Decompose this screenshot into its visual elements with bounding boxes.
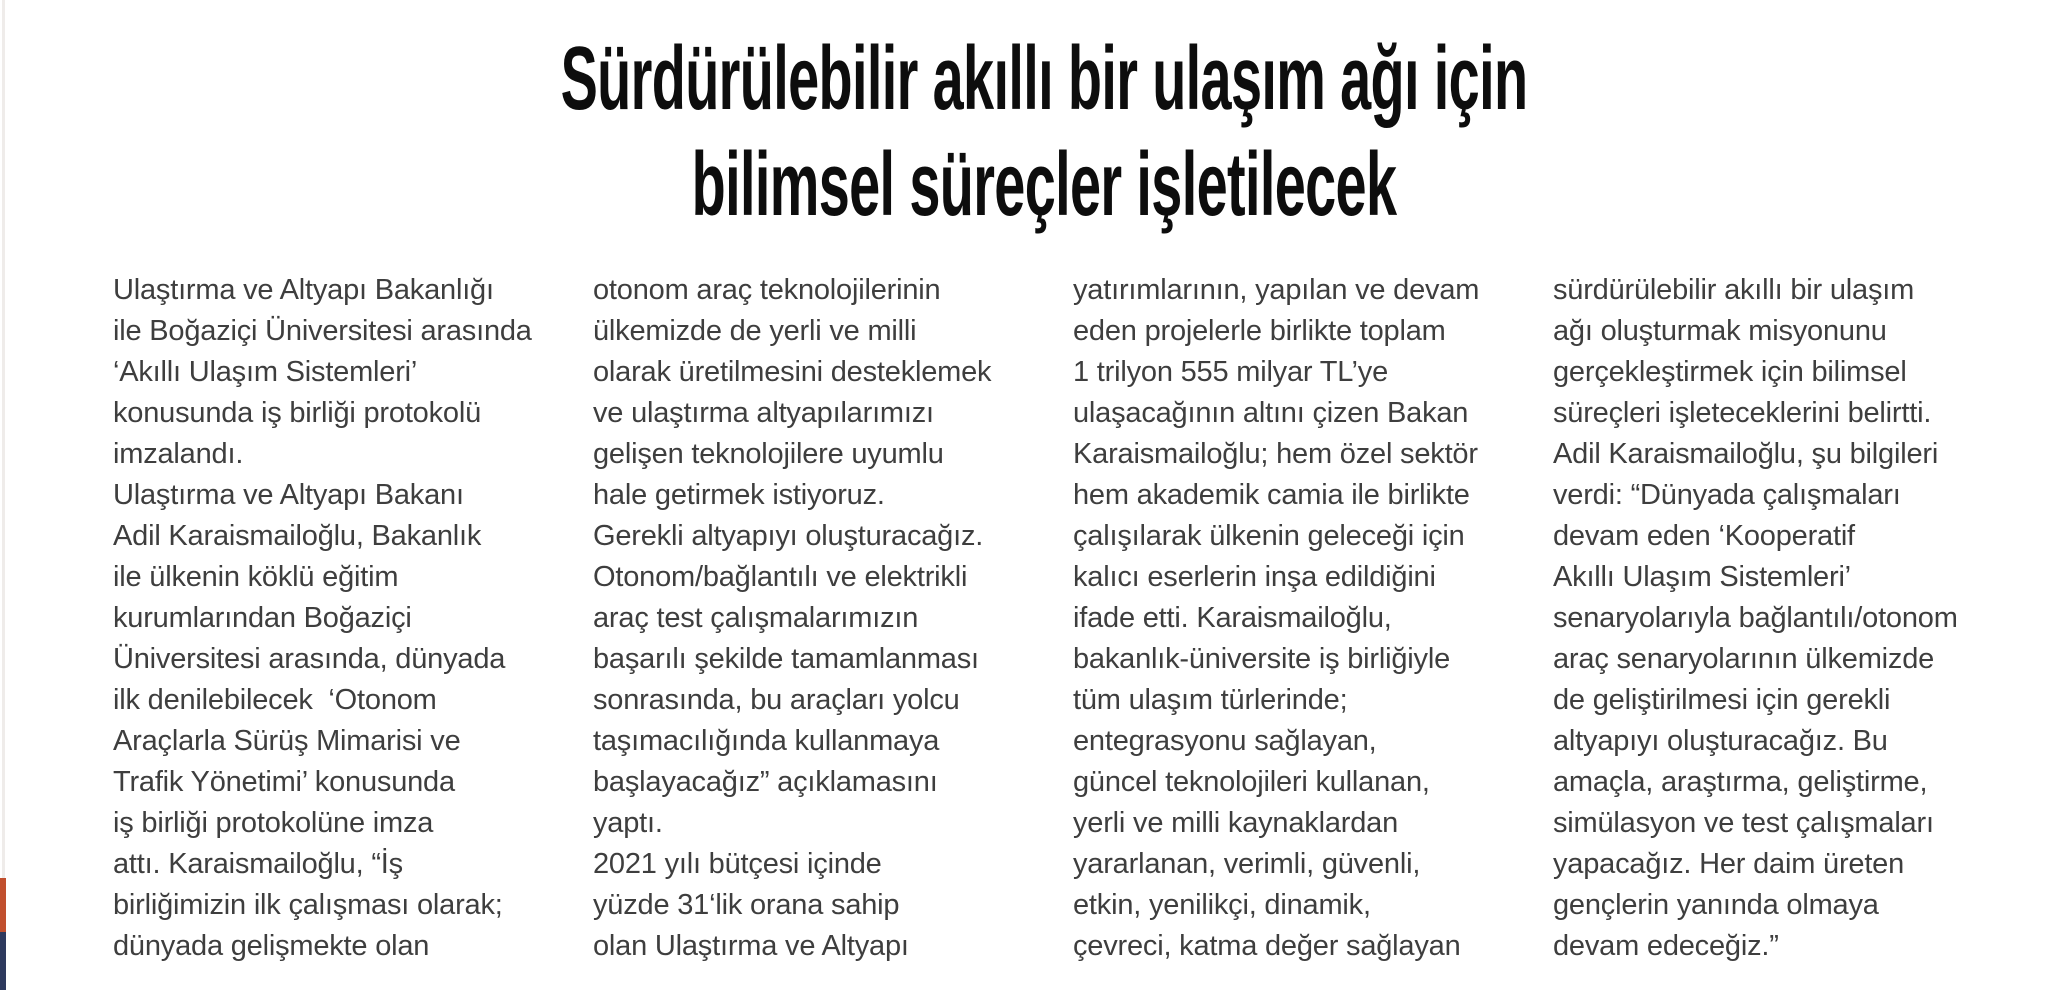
text-line: ağı oluşturmak misyonunu bbox=[1553, 315, 1887, 347]
text-line: taşımacılığında kullanmaya bbox=[593, 725, 940, 757]
article-column-2 bbox=[593, 270, 1043, 967]
text-line: senaryolarıyla bağlantılı/otonom bbox=[1553, 602, 1958, 634]
text-line: araç senaryolarının ülkemizde bbox=[1553, 643, 1935, 675]
text-line: Trafik Yönetimi’ konusunda bbox=[113, 766, 455, 798]
text-line: otonom araç teknolojilerinin bbox=[593, 274, 941, 306]
headline-line-2: bilimsel süreçler işletilecek bbox=[691, 135, 1397, 235]
text-line: bakanlık-üniversite iş birliğiyle bbox=[1073, 643, 1450, 675]
text-line: Üniversitesi arasında, dünyada bbox=[113, 643, 506, 675]
text-line: etkin, yenilikçi, dinamik, bbox=[1073, 889, 1371, 921]
accent-bar bbox=[0, 878, 6, 990]
text-line: araç test çalışmalarımızın bbox=[593, 602, 919, 634]
text-line: Ulaştırma ve Altyapı Bakanı bbox=[113, 479, 464, 511]
text-line: kalıcı eserlerin inşa edildiğini bbox=[1073, 561, 1436, 593]
text-line: yapacağız. Her daim üreten bbox=[1553, 848, 1905, 880]
article-body bbox=[113, 270, 2003, 967]
text-line: 1 trilyon 555 milyar TL’ye bbox=[1073, 356, 1389, 388]
text-line: Ulaştırma ve Altyapı Bakanlığı bbox=[113, 274, 494, 306]
article-column-3 bbox=[1073, 270, 1523, 967]
text-line: eden projelerle birlikte toplam bbox=[1073, 315, 1446, 347]
text-line: attı. Karaismailoğlu, “İş bbox=[113, 848, 403, 880]
text-line: ile Boğaziçi Üniversitesi arasında bbox=[113, 315, 532, 347]
text-line: Karaismailoğlu; hem özel sektör bbox=[1073, 438, 1478, 470]
text-line: gençlerin yanında olmaya bbox=[1553, 889, 1879, 921]
text-line: başarılı şekilde tamamlanması bbox=[593, 643, 979, 675]
text-line: simülasyon ve test çalışmaları bbox=[1553, 807, 1934, 839]
text-line: yerli ve milli kaynaklardan bbox=[1073, 807, 1398, 839]
accent-bar-navy-segment bbox=[0, 932, 6, 990]
text-line: amaçla, araştırma, geliştirme, bbox=[1553, 766, 1928, 798]
text-line: sonrasında, bu araçları yolcu bbox=[593, 684, 960, 716]
page-edge-line bbox=[2, 0, 5, 990]
text-line: çevreci, katma değer sağlayan bbox=[1073, 930, 1461, 962]
text-line: çalışılarak ülkenin geleceği için bbox=[1073, 520, 1465, 552]
text-line: Adil Karaismailoğlu, Bakanlık bbox=[113, 520, 482, 552]
text-line: devam eden ‘Kooperatif bbox=[1553, 520, 1855, 552]
headline-line-1: Sürdürülebilir akıllı bir ulaşım ağı için bbox=[560, 29, 1528, 129]
text-line: hem akademik camia ile birlikte bbox=[1073, 479, 1470, 511]
text-line: süreçleri işleteceklerini belirtti. bbox=[1553, 397, 1932, 429]
text-line: altyapıyı oluşturacağız. Bu bbox=[1553, 725, 1888, 757]
text-line: verdi: “Dünyada çalışmaları bbox=[1553, 479, 1901, 511]
text-line: ile ülkenin köklü eğitim bbox=[113, 561, 399, 593]
text-line: ‘Akıllı Ulaşım Sistemleri’ bbox=[113, 356, 418, 388]
article-headline bbox=[40, 26, 2048, 238]
text-line: kurumlarından Boğaziçi bbox=[113, 602, 412, 634]
text-line: entegrasyonu sağlayan, bbox=[1073, 725, 1377, 757]
text-line: gerçekleştirmek için bilimsel bbox=[1553, 356, 1907, 388]
text-line: ilk denilebilecek ‘Otonom bbox=[113, 684, 437, 716]
text-line: yaptı. bbox=[593, 807, 663, 839]
text-line: güncel teknolojileri kullanan, bbox=[1073, 766, 1430, 798]
text-line: gelişen teknolojilere uyumlu bbox=[593, 438, 944, 470]
article-column-1 bbox=[113, 270, 563, 967]
text-line: devam edeceğiz.” bbox=[1553, 930, 1779, 962]
text-line: iş birliği protokolüne imza bbox=[113, 807, 434, 839]
text-line: başlayacağız” açıklamasını bbox=[593, 766, 938, 798]
text-line: Adil Karaismailoğlu, şu bilgileri bbox=[1553, 438, 1939, 470]
text-line: konusunda iş birliği protokolü bbox=[113, 397, 481, 429]
text-line: olan Ulaştırma ve Altyapı bbox=[593, 930, 909, 962]
article-column-4 bbox=[1553, 270, 2003, 967]
text-line: Otonom/bağlantılı ve elektrikli bbox=[593, 561, 968, 593]
text-line: birliğimizin ilk çalışması olarak; bbox=[113, 889, 503, 921]
text-line: dünyada gelişmekte olan bbox=[113, 930, 430, 962]
text-line: tüm ulaşım türlerinde; bbox=[1073, 684, 1348, 716]
text-line: ülkemizde de yerli ve milli bbox=[593, 315, 917, 347]
text-line: ifade etti. Karaismailoğlu, bbox=[1073, 602, 1392, 634]
text-line: ve ulaştırma altyapılarımızı bbox=[593, 397, 934, 429]
text-line: Akıllı Ulaşım Sistemleri’ bbox=[1553, 561, 1851, 593]
text-line: 2021 yılı bütçesi içinde bbox=[593, 848, 882, 880]
text-line: yatırımlarının, yapılan ve devam bbox=[1073, 274, 1480, 306]
text-line: Araçlarla Sürüş Mimarisi ve bbox=[113, 725, 461, 757]
text-line: ulaşacağının altını çizen Bakan bbox=[1073, 397, 1469, 429]
text-line: sürdürülebilir akıllı bir ulaşım bbox=[1553, 274, 1915, 306]
text-line: de geliştirilmesi için gerekli bbox=[1553, 684, 1891, 716]
text-line: yararlanan, verimli, güvenli, bbox=[1073, 848, 1421, 880]
text-line: olarak üretilmesini desteklemek bbox=[593, 356, 992, 388]
text-line: hale getirmek istiyoruz. bbox=[593, 479, 885, 511]
text-line: Gerekli altyapıyı oluşturacağız. bbox=[593, 520, 984, 552]
accent-bar-orange-segment bbox=[0, 878, 6, 932]
text-line: imzalandı. bbox=[113, 438, 244, 470]
text-line: yüzde 31‘lik orana sahip bbox=[593, 889, 900, 921]
